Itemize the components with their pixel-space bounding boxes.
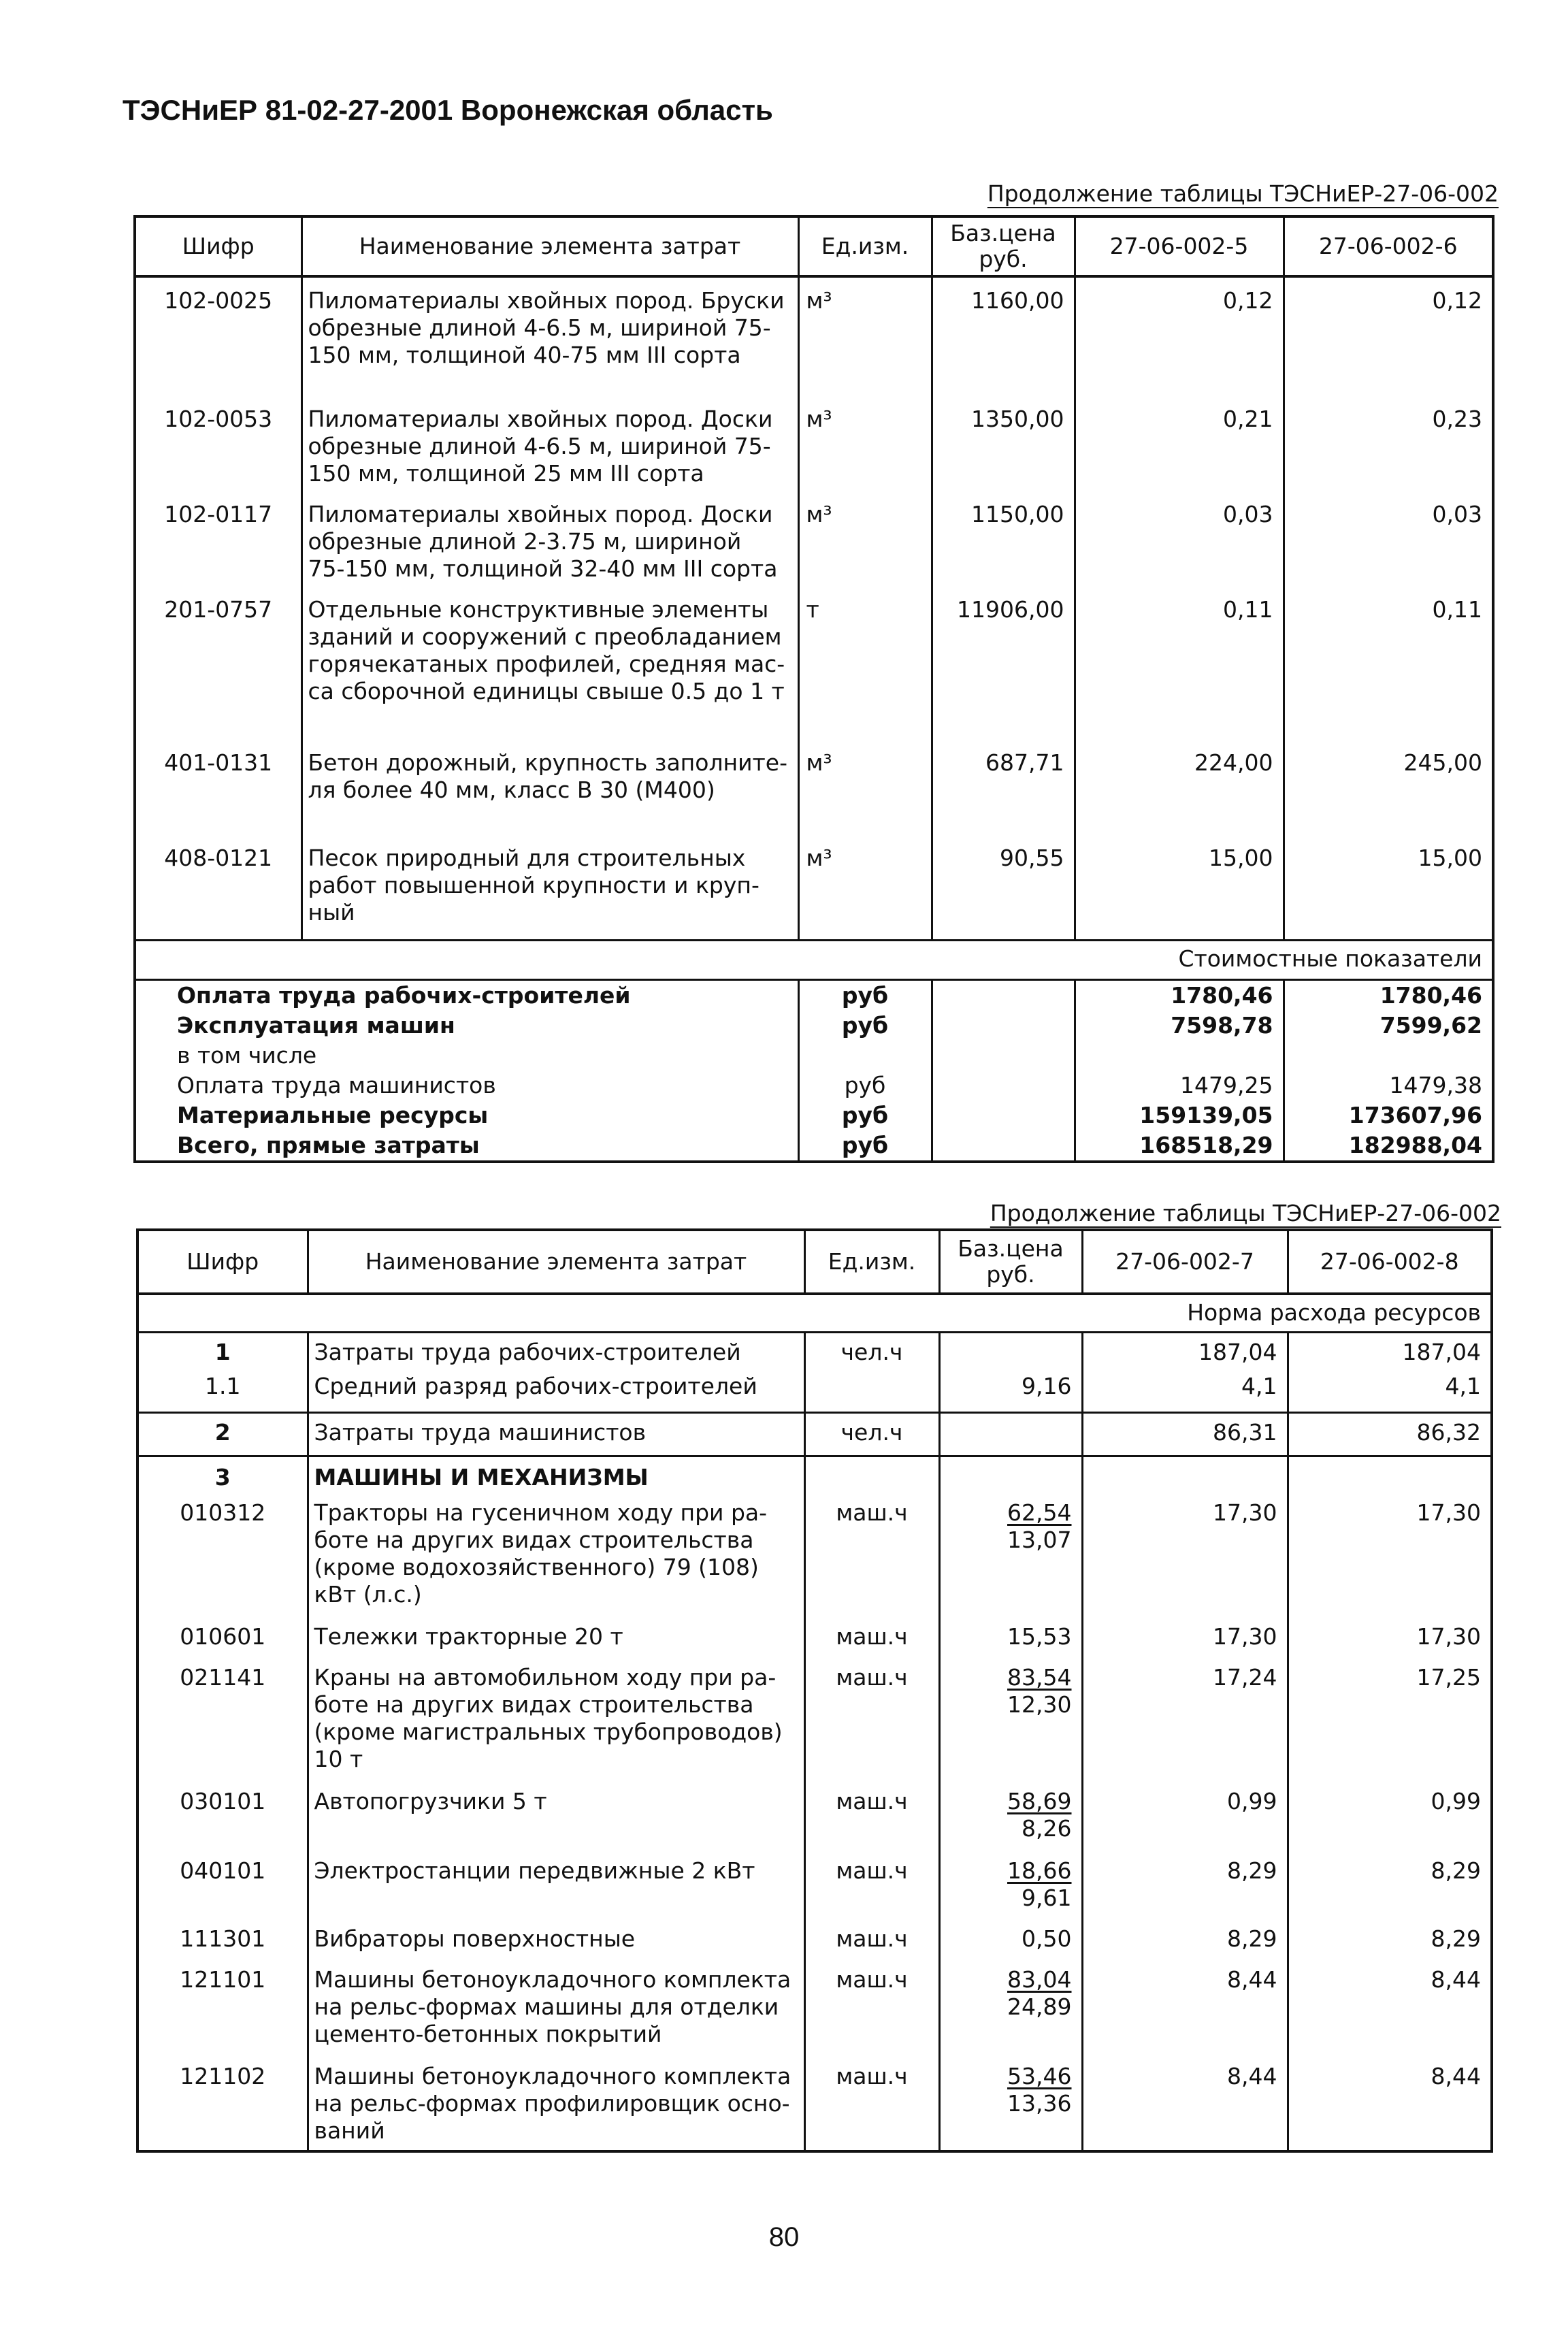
table1-caption: Продолжение таблицы ТЭСНиЕР-27-06-002 bbox=[987, 180, 1499, 207]
summary-row: в том числе bbox=[135, 1041, 1493, 1071]
table-row: 111301 Вибраторы поверхностные маш.ч 0,50 8,29 8,29 bbox=[137, 1925, 1492, 1966]
table-row: 121102 Машины бетоноукладочного комплекта на рельс-формах профилировщик осно- ваний маш.ч 53,46 13,36 8,44 8,44 bbox=[137, 2063, 1492, 2151]
table2-header-row bbox=[137, 1230, 1492, 1294]
table-row: 102-0117 Пиломатериалы хвойных пород. Доски обрезные длиной 2-3.75 м, шириной 75-150 мм, толщиной 32-40 мм III сорта м³ 1150,00 0,03 0,03 bbox=[135, 501, 1493, 596]
col-header-27-06-002-8: 27-06-002-8 bbox=[1288, 1230, 1492, 1294]
resource-cost-table-1 bbox=[133, 215, 1494, 1163]
table-row: 408-0121 Песок природный для строительных работ повышенной крупности и круп- ный м³ 90,55 15,00 15,00 bbox=[135, 845, 1493, 940]
page-header-title: ТЭСНиЕР 81-02-27-2001 Воронежская область bbox=[122, 94, 773, 126]
table-row: 401-0131 Бетон дорожный, крупность заполните- ля более 40 мм, класс В 30 (М400) м³ 687,71 224,00 245,00 bbox=[135, 749, 1493, 845]
col-header-unit: Ед.изм. bbox=[798, 216, 932, 276]
table-row: 102-0025 Пиломатериалы хвойных пород. Бруски обрезные длиной 4-6.5 м, шириной 75- 150 мм, толщиной 40-75 мм III сорта м³ 1160,00 0,12 0,12 bbox=[135, 276, 1493, 406]
table-row: 021141 Краны на автомобильном ходу при ра- боте на других видах строительства (кроме магистральных трубопроводов) 10 т маш.ч 83,54 12,30 17,24 17,25 bbox=[137, 1664, 1492, 1788]
col-header-code: Шифр bbox=[135, 216, 301, 276]
table-row: 1 Затраты труда рабочих-строителей чел.ч 187,04 187,04 bbox=[137, 1332, 1492, 1373]
table-row: 102-0053 Пиломатериалы хвойных пород. Доски обрезные длиной 4-6.5 м, шириной 75- 150 мм, толщиной 25 мм III сорта м³ 1350,00 0,21 0,23 bbox=[135, 406, 1493, 501]
summary-row: Эксплуатация машин руб 7598,78 7599,62 bbox=[135, 1011, 1493, 1041]
section-label-norm: Норма расхода ресурсов bbox=[137, 1294, 1492, 1332]
section-label-row bbox=[135, 940, 1493, 979]
col-header-name: Наименование элемента затрат bbox=[308, 1230, 804, 1294]
col-header-27-06-002-7: 27-06-002-7 bbox=[1082, 1230, 1288, 1294]
summary-row: Оплата труда рабочих-строителей руб 1780,46 1780,46 bbox=[135, 979, 1493, 1011]
table-row: 040101 Электростанции передвижные 2 кВт маш.ч 18,66 9,61 8,29 8,29 bbox=[137, 1857, 1492, 1925]
table-row: 201-0757 Отдельные конструктивные элементы зданий и сооружений с преобладанием горячекатаных профилей, средняя мас- са сборочной единицы свыше 0.5 до 1 т т 11906,00 0,11 0,11 bbox=[135, 596, 1493, 749]
summary-row: Оплата труда машинистов руб 1479,25 1479,38 bbox=[135, 1071, 1493, 1101]
summary-row: Материальные ресурсы руб 159139,05 173607,96 bbox=[135, 1101, 1493, 1130]
table-row: 030101 Автопогрузчики 5 т маш.ч 58,69 8,26 0,99 0,99 bbox=[137, 1788, 1492, 1857]
table-row: 010601 Тележки тракторные 20 т маш.ч 15,53 17,30 17,30 bbox=[137, 1623, 1492, 1664]
col-header-unit: Ед.изм. bbox=[804, 1230, 939, 1294]
col-header-27-06-002-6: 27-06-002-6 bbox=[1284, 216, 1493, 276]
section-label-row bbox=[137, 1294, 1492, 1332]
summary-row: Всего, прямые затраты руб 168518,29 182988,04 bbox=[135, 1130, 1493, 1162]
col-header-27-06-002-5: 27-06-002-5 bbox=[1075, 216, 1284, 276]
table-row: 2 Затраты труда машинистов чел.ч 86,31 86,32 bbox=[137, 1412, 1492, 1456]
col-header-base-price: Баз.цена руб. bbox=[939, 1230, 1082, 1294]
table2-caption: Продолжение таблицы ТЭСНиЕР-27-06-002 bbox=[990, 1200, 1501, 1226]
page-number: 80 bbox=[768, 2222, 800, 2252]
section-label-cost: Стоимостные показатели bbox=[135, 940, 1493, 979]
resource-norm-table-2 bbox=[136, 1228, 1493, 2153]
table1-header-row bbox=[135, 216, 1493, 276]
col-header-base-price: Баз.цена руб. bbox=[932, 216, 1075, 276]
table-row: 3 МАШИНЫ И МЕХАНИЗМЫ bbox=[137, 1456, 1492, 1499]
table-row: 010312 Тракторы на гусеничном ходу при ра- боте на других видах строительства (кроме водохозяйственного) 79 (108) кВт (л.с.) маш.ч 62,54 13,07 17,30 17,30 bbox=[137, 1499, 1492, 1623]
col-header-code: Шифр bbox=[137, 1230, 308, 1294]
col-header-name: Наименование элемента затрат bbox=[301, 216, 798, 276]
table-row: 1.1 Средний разряд рабочих-строителей 9,16 4,1 4,1 bbox=[137, 1373, 1492, 1412]
table-row: 121101 Машины бетоноукладочного комплекта на рельс-формах машины для отделки цементо-бетонных покрытий маш.ч 83,04 24,89 8,44 8,44 bbox=[137, 1966, 1492, 2063]
